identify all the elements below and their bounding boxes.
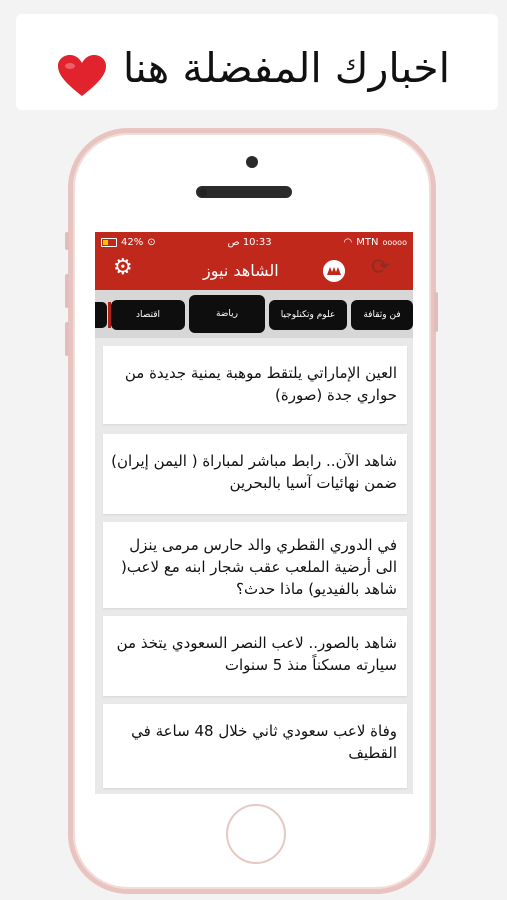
app-screen	[95, 232, 413, 794]
app-title: الشاهد نيوز	[203, 261, 279, 280]
news-card[interactable]	[103, 346, 407, 424]
tab-science-technology[interactable]	[269, 300, 347, 330]
carrier-name: MTN	[356, 236, 379, 248]
tab-partial[interactable]	[95, 302, 107, 328]
phone-volume-up-button	[65, 274, 69, 308]
phone-earpiece	[196, 186, 292, 198]
news-card[interactable]	[103, 616, 407, 696]
status-bar	[95, 232, 413, 252]
news-card[interactable]	[103, 522, 407, 608]
app-logo	[323, 260, 345, 282]
wifi-icon: ◠	[343, 236, 353, 248]
promo-headline: اخبارك المفضلة هنا	[122, 44, 450, 92]
news-card[interactable]	[103, 704, 407, 788]
news-title: شاهد الآن.. رابط مباشر لمباراة ( اليمن إيران) ضمن نهائيات آسيا بالبحرين	[111, 452, 397, 492]
phone-volume-down-button	[65, 322, 69, 356]
tab-label: علوم وتكنلوجيا	[280, 310, 336, 320]
tab-economy[interactable]	[111, 300, 185, 330]
news-title: وفاة لاعب سعودي ثاني خلال 48 ساعة في القطيف	[131, 722, 397, 762]
app-bar	[95, 252, 413, 290]
news-title: العين الإماراتي يلتقط موهبة يمنية جديدة من حواري جدة (صورة)	[124, 364, 397, 404]
proximity-sensor	[199, 189, 207, 197]
gear-icon[interactable]: ⚙	[113, 255, 133, 280]
news-feed[interactable]	[95, 338, 413, 794]
category-tabs	[95, 290, 413, 338]
battery-icon	[101, 238, 117, 247]
signal-strength: ooooo	[382, 237, 407, 247]
phone-side-button	[65, 232, 69, 250]
status-time: 10:33 ص	[227, 236, 272, 248]
home-button[interactable]	[226, 804, 286, 864]
phone-power-button	[434, 292, 438, 332]
promo-banner	[16, 14, 498, 110]
tab-label: رياضة	[215, 309, 239, 319]
tab-sports[interactable]	[189, 295, 265, 333]
refresh-icon[interactable]: ⟳	[371, 255, 390, 280]
news-card[interactable]	[103, 434, 407, 514]
news-title: في الدوري القطري والد حارس مرمى ينزل الى أرضية الملعب عقب شجار ابنه مع لاعب( شاهد بالفيديو) ماذا حدث؟	[120, 536, 397, 598]
tab-art-culture[interactable]	[351, 300, 413, 330]
tab-label: اقتصاد	[135, 310, 161, 320]
orientation-lock-icon: ⊙	[147, 236, 156, 248]
red-heart-icon	[56, 54, 108, 98]
news-title: شاهد بالصور.. لاعب النصر السعودي يتخذ من سيارته مسكناً منذ 5 سنوات	[116, 634, 397, 674]
battery-level: 42%	[121, 236, 144, 248]
tab-label: فن وثقافة	[363, 310, 401, 320]
front-camera	[246, 156, 258, 168]
